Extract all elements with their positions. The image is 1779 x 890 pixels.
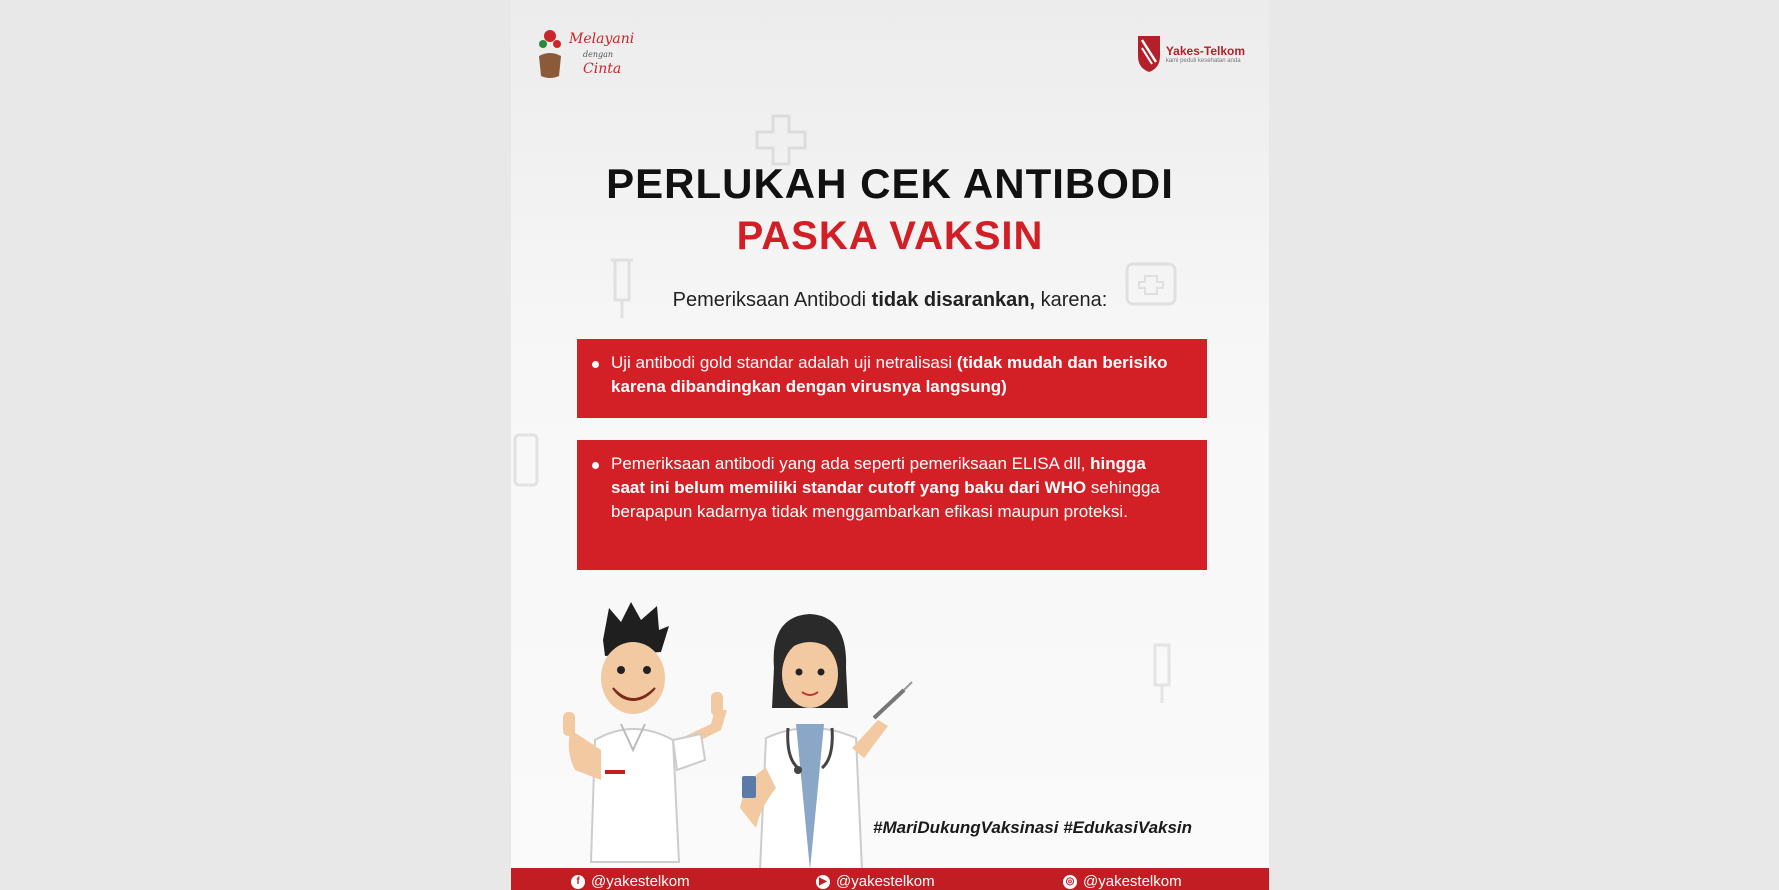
point1-bold: (tidak mudah dan berisiko karena dibandingkan dengan virusnya langsung) (611, 353, 1168, 396)
point-box-1 (577, 339, 1207, 418)
youtube-icon: ▶ (816, 875, 830, 889)
logo-right-sub: kami peduli kesehatan anda (1165, 58, 1241, 64)
logo-left-line1: Melayani (569, 30, 635, 47)
instagram-link[interactable] (1063, 873, 1182, 890)
point2-bold: hingga saat ini belum memiliki standar cutoff yang baku dari WHO (611, 454, 1146, 497)
yakes-telkom-logo (1136, 34, 1245, 74)
heart-hand-logo-icon (535, 28, 565, 80)
youtube-link[interactable] (816, 873, 935, 890)
poster (511, 0, 1269, 890)
logo-left-line2: dengan (583, 49, 614, 59)
instagram-handle: @yakestelkom (1083, 873, 1182, 890)
subtitle-prefix: Pemeriksaan Antibodi (672, 289, 872, 311)
point2-normal: Pemeriksaan antibodi yang ada seperti pemeriksaan ELISA dll, (611, 454, 1091, 473)
pill-bottle-watermark-icon (511, 425, 541, 495)
social-footer (511, 868, 1269, 890)
point-box-2 (577, 440, 1207, 570)
facebook-icon: f (571, 875, 585, 889)
point2-normal-end: sehingga berapapun kadarnya tidak menggambarkan efikasi maupun proteksi. (611, 478, 1160, 521)
subtitle-suffix: karena: (1035, 289, 1108, 311)
subtitle (511, 289, 1269, 312)
logo-right-name: Yakes-Telkom (1165, 44, 1245, 58)
yakes-shield-icon (1136, 34, 1162, 74)
hashtags: #MariDukungVaksinasi #EdukasiVaksin (873, 818, 1193, 837)
youtube-handle: @yakestelkom (836, 873, 935, 890)
facebook-link[interactable] (571, 873, 690, 890)
male-health-worker-illustration (561, 600, 751, 870)
title-line2: PASKA VAKSIN (736, 214, 1044, 258)
point1-normal: Uji antibodi gold standar adalah uji netralisasi (611, 353, 957, 372)
instagram-icon: ◎ (1063, 875, 1077, 889)
melayani-dengan-cinta-logo (535, 28, 634, 80)
logo-left-line3: Cinta (583, 60, 622, 77)
facebook-handle: @yakestelkom (591, 873, 690, 890)
title-line1: PERLUKAH CEK ANTIBODI (606, 160, 1174, 207)
subtitle-bold: tidak disarankan, (871, 289, 1036, 311)
syringe-watermark-icon-2 (1143, 635, 1183, 705)
